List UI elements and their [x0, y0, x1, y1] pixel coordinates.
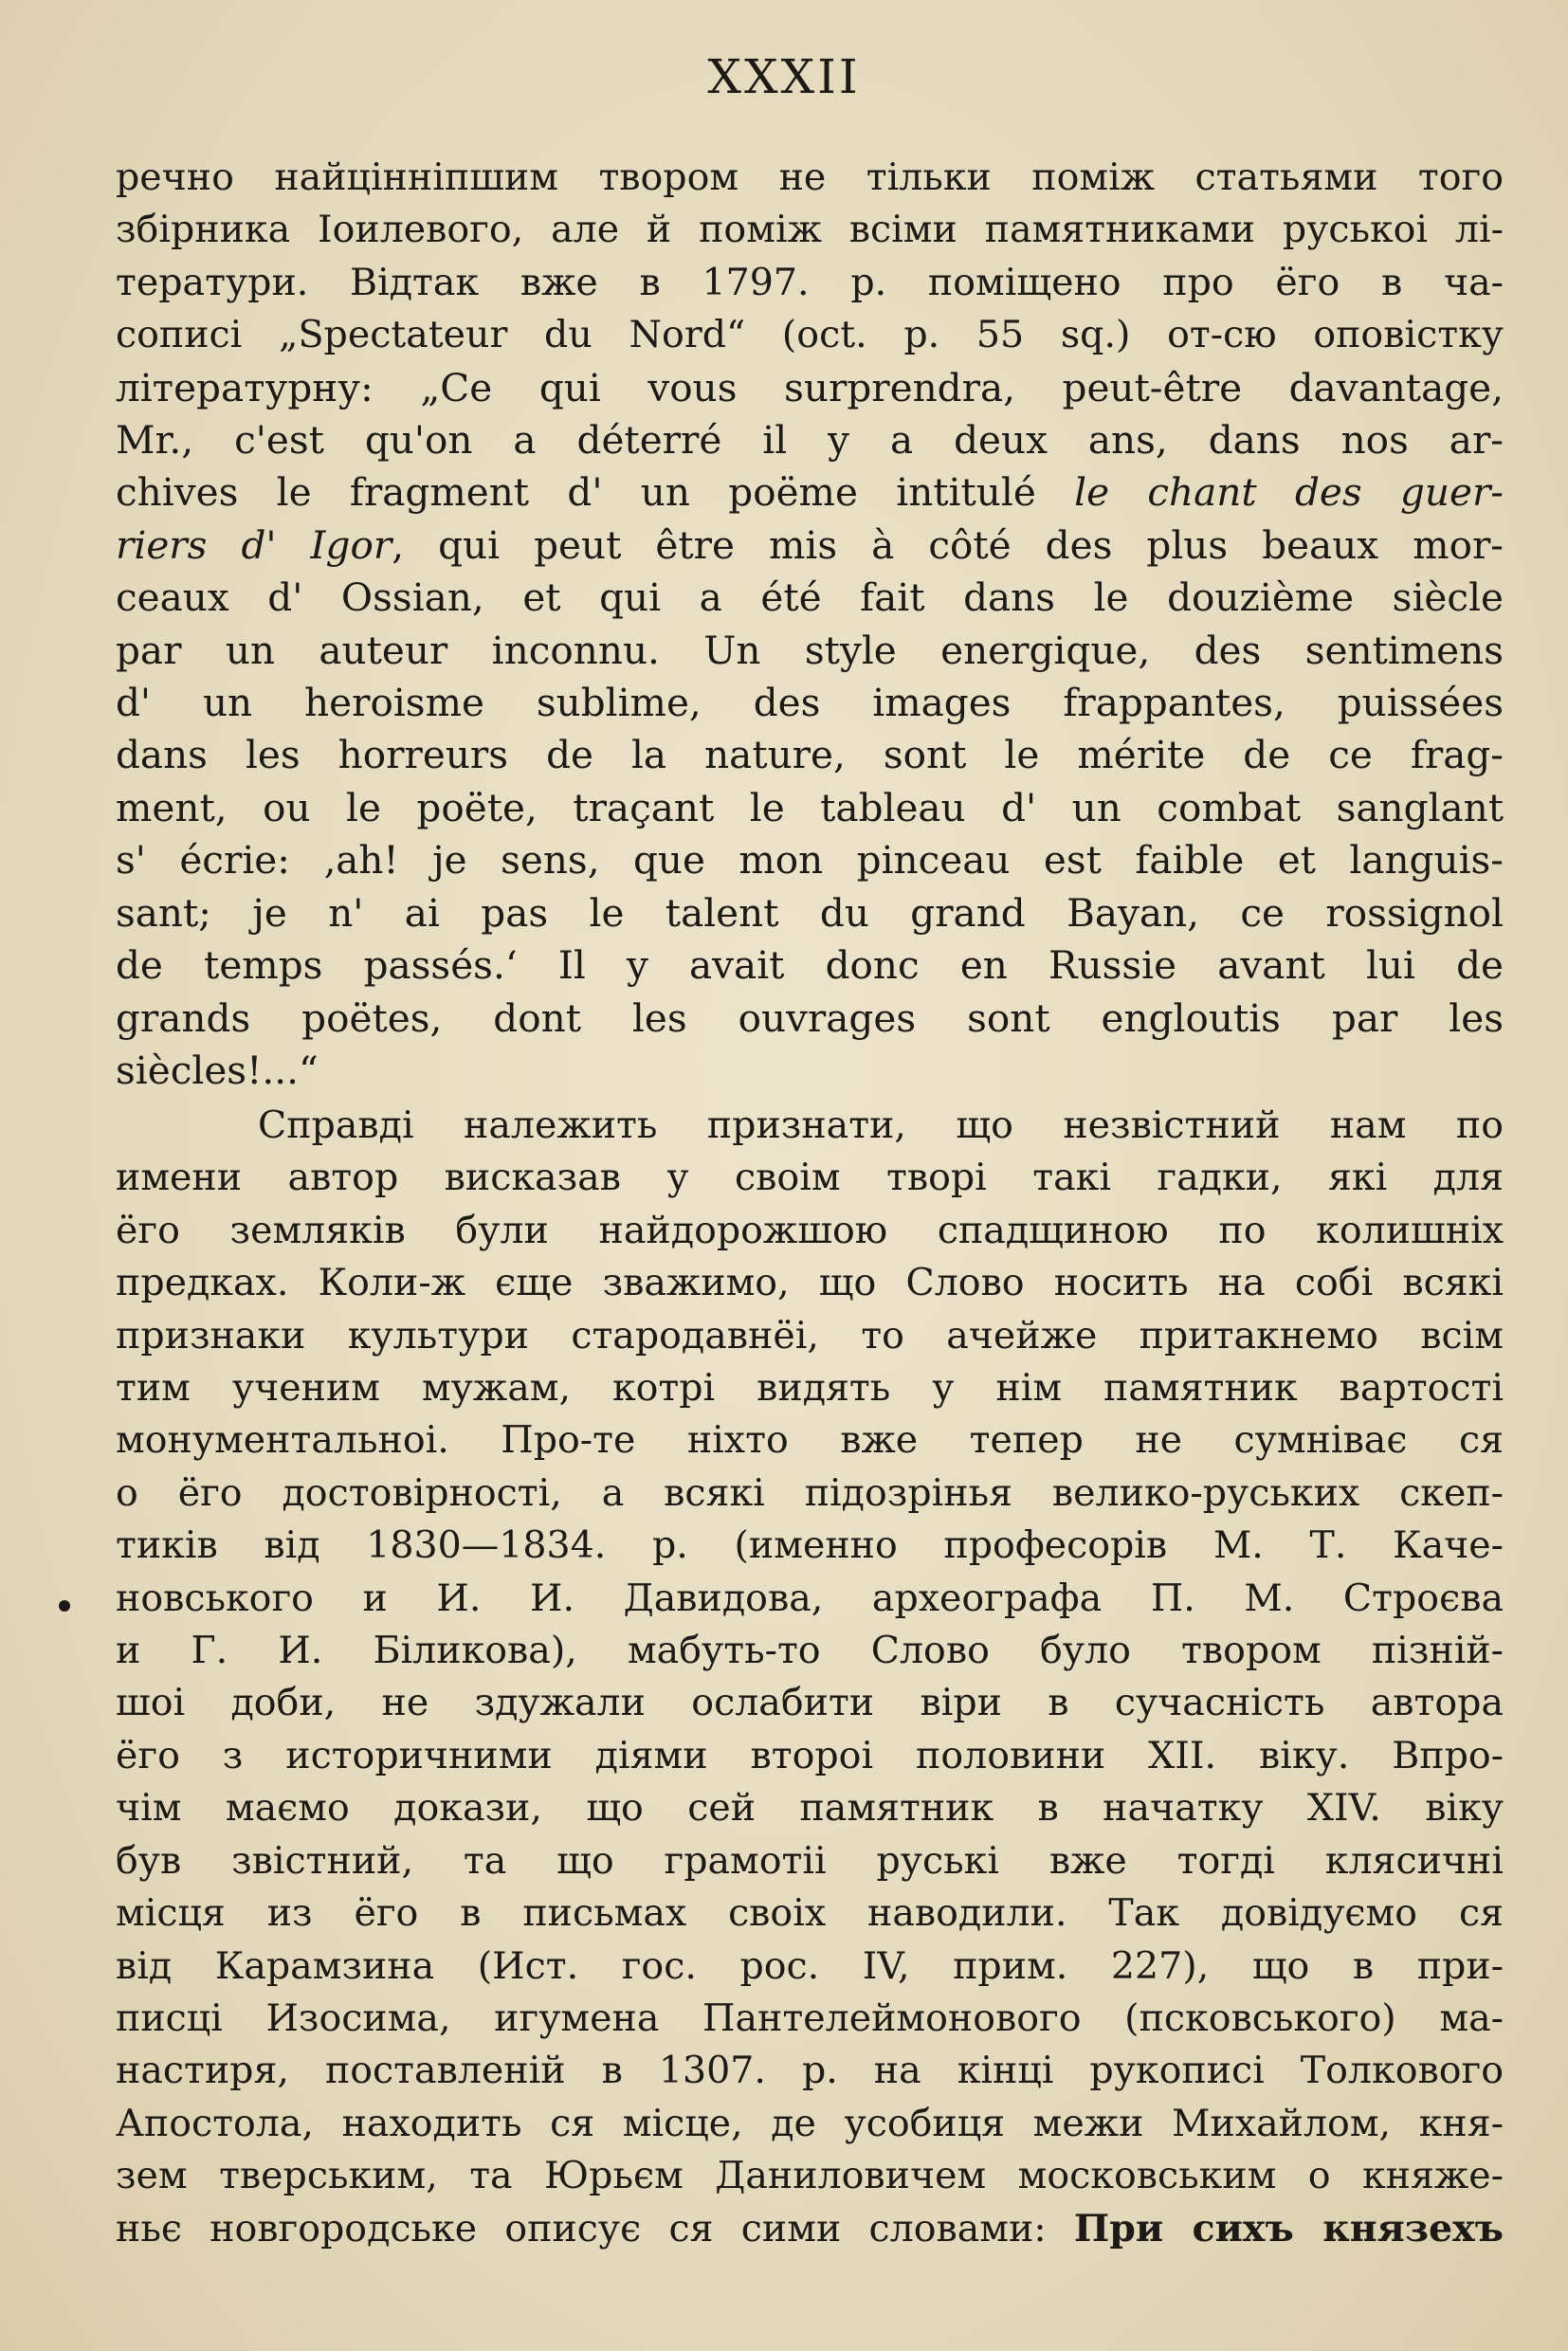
text-line: s' écrie: ‚ah! je sens, que mon pinceau est faible et languis- — [116, 837, 1504, 884]
text-line: настиря, поставленій в 1307. р. на кінці рукописі Толкового — [116, 2049, 1504, 2093]
church-slavonic-quote: При сихъ князехъ — [1073, 2206, 1504, 2251]
text-segment: , qui peut être mis à côté des plus beaux mor- — [392, 521, 1504, 568]
text-line: и Г. И. Біликова), мабуть-то Слово було твором пізній- — [116, 1629, 1504, 1673]
text-line: ёго земляків були найдорожшою спадщиною по колишніх — [116, 1208, 1504, 1252]
margin-ink-dot — [59, 1600, 70, 1612]
text-line: grands poëtes, dont les ouvrages sont engloutis par les — [116, 994, 1504, 1041]
text-line: шоі доби, не здужали ослабити віри в сучасність автора — [116, 1681, 1504, 1725]
text-segment: chives le fragment d' un poëme intitulé — [116, 469, 1036, 516]
text-line: новського и И. И. Давидова, археографа П. М. Строєва — [116, 1576, 1504, 1620]
text-line: місця из ёго в письмах своіх наводили. Так довідуємо ся — [116, 1891, 1504, 1936]
text-line: sant; je n' ai pas le talent du grand Bayan, ce rossignol — [116, 889, 1504, 936]
text-line: тератури. Відтак вже в 1797. р. поміщено про ёго в ча- — [116, 260, 1504, 304]
text-line: від Карамзина (Ист. гос. рос. IV, прим. 227), що в при- — [116, 1943, 1504, 1988]
text-line: сописі „Spectateur du Nord“ (oct. p. 55 sq.) от-сю оповістку — [116, 313, 1504, 357]
text-line: ёго з историчними діями второі половини XII. віку. Впро- — [116, 1733, 1504, 1777]
text-line: тим ученим мужам, котрі видять у нім памятник вартості — [116, 1366, 1504, 1411]
text-line: признаки культури стародавнёі, то ачейже притакнемо всім — [116, 1313, 1504, 1358]
paragraph-commentary — [116, 1100, 1504, 2255]
text-line: de temps passés.‘ Il y avait donc en Russie avant lui de — [116, 942, 1504, 989]
italic-title-segment: le chant des guer- — [1074, 469, 1504, 516]
text-line — [116, 519, 1504, 572]
text-line: збірника Іоилевого, але й поміж всіми памятниками руськоі лі- — [116, 208, 1504, 252]
text-line: писці Изосима, игумена Пантелеймонового (псковського) ма- — [116, 1996, 1504, 2040]
text-line: Справді належить признати, що незвістний нам по — [258, 1103, 1504, 1147]
text-line: dans les horreurs de la nature, sont le mérite de ce frag- — [116, 732, 1504, 778]
text-line: тиків від 1830—1834. р. (именно професорів М. Т. Каче- — [116, 1523, 1504, 1568]
text-line: літературну: „Ce qui vous surprendra, peut-être davantage, — [116, 364, 1504, 410]
text-line: siècles!...“ — [116, 1047, 319, 1093]
text-line: d' un heroisme sublime, des images frappantes, puissées — [116, 680, 1504, 726]
text-line: Mr., c'est qu'on a déterré il y a deux ans, dans nos ar- — [116, 417, 1504, 464]
text-line: чім маємо докази, що сей памятник в начатку XIV. віку — [116, 1786, 1504, 1831]
text-line: речно найцінніпшим твором не тільки поміж статьями того — [116, 155, 1504, 199]
text-line: ment, ou le poëte, traçant le tableau d' un combat sanglant — [116, 784, 1504, 830]
text-line: був звістний, та що грамотіі руські вже тогді клясичні — [116, 1838, 1504, 1883]
text-line: о ёго достовірності, а всякі підозрінья велико-руських скеп- — [116, 1470, 1504, 1515]
text-line — [116, 466, 1504, 519]
text-line: имени автор висказав у своім творі такі гадки, які для — [116, 1156, 1504, 1200]
text-line: предках. Коли-ж єще зважимо, що Слово носить на собі всякі — [116, 1261, 1504, 1305]
text-line: Апостола, находить ся місце, де усобиця межи Михайлом, кня- — [116, 2101, 1504, 2145]
text-line — [116, 2203, 1504, 2255]
paragraph-french-quote — [116, 152, 1504, 1097]
text-line: зем тверським, та Юрьєм Даниловичем московським о княже- — [116, 2154, 1504, 2198]
italic-title-segment: riers d' Igor — [116, 521, 392, 568]
text-line: ceaux d' Ossian, et qui a été fait dans le douzième siècle — [116, 574, 1504, 621]
page-number: XXXII — [707, 49, 861, 104]
text-line: монументальноі. Про-те ніхто вже тепер не сумніває ся — [116, 1418, 1504, 1463]
text-segment: ньє новгородське описує ся сими словами: — [116, 2206, 1047, 2251]
text-line: par un auteur inconnu. Un style energique, des sentimens — [116, 627, 1504, 673]
